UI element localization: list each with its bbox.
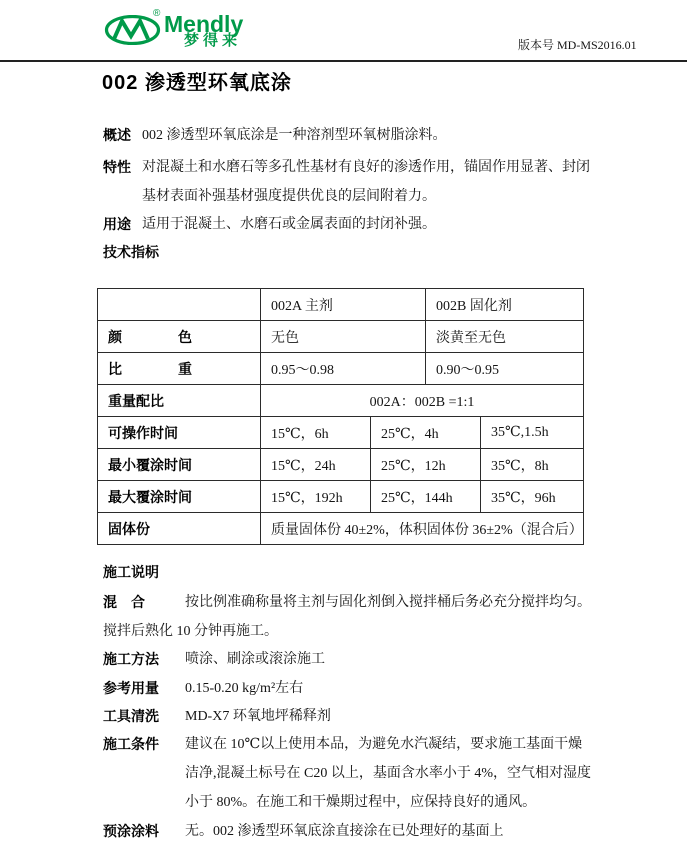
- features-line2: 基材表面补强基材强度提供优良的层间附着力。: [142, 189, 436, 204]
- gravity-b: 0.90～0.95: [426, 353, 584, 385]
- pot-life-label: 可操作时间: [98, 417, 261, 449]
- table-row-max-recoat: [98, 481, 584, 513]
- color-label: 颜 色: [98, 321, 261, 353]
- overview-paragraph: [103, 121, 447, 150]
- precoat-text: 无。002 渗透型环氧底涂直接涂在已处理好的基面上: [185, 824, 504, 839]
- cleaning-text: MD-X7 环氧地坪稀释剂: [185, 709, 331, 724]
- dosage-paragraph: [103, 674, 303, 703]
- ratio-value: 002A：002B =1:1: [261, 385, 584, 417]
- method-label: 施工方法: [103, 651, 159, 667]
- conditions-paragraph: [103, 730, 591, 817]
- registered-trademark: ®: [153, 8, 161, 19]
- cleaning-paragraph: [103, 702, 331, 731]
- dosage-label: 参考用量: [103, 680, 159, 696]
- min-recoat-35: 35℃，8h: [481, 449, 584, 481]
- version-number: 版本号 MD-MS2016.01: [518, 38, 637, 52]
- color-b: 淡黄至无色: [426, 321, 584, 353]
- max-recoat-35: 35℃，96h: [481, 481, 584, 513]
- max-recoat-15: 15℃，192h: [261, 481, 371, 513]
- brand-name: Mendly: [164, 11, 244, 37]
- table-row-color: [98, 321, 584, 353]
- overview-label: 概述: [103, 127, 131, 143]
- mixing-label: 混 合: [103, 594, 145, 610]
- overview-text: 002 渗透型环氧底涂是一种溶剂型环氧树脂涂料。: [142, 128, 447, 143]
- usage-paragraph: [103, 210, 436, 239]
- brand-logo: [104, 8, 324, 60]
- ratio-label: 重量配比: [98, 385, 261, 417]
- table-row-solids: [98, 513, 584, 545]
- table-row-min-recoat: [98, 449, 584, 481]
- solids-label: 固体份: [98, 513, 261, 545]
- tech-spec-heading: 技术指标: [103, 244, 159, 260]
- color-a: 无色: [261, 321, 426, 353]
- cleaning-label: 工具清洗: [103, 708, 159, 724]
- method-paragraph: [103, 645, 325, 674]
- mixing-text: 按比例准确称量将主剂与固化剂倒入搅拌桶后务必充分搅拌均匀。: [185, 595, 591, 610]
- max-recoat-label: 最大覆涂时间: [98, 481, 261, 513]
- table-row-pot-life: [98, 417, 584, 449]
- features-label: 特性: [103, 159, 131, 175]
- min-recoat-25: 25℃，12h: [371, 449, 481, 481]
- table-row-gravity: [98, 353, 584, 385]
- conditions-line3: 小于 80%。在施工和干燥期过程中，应保持良好的通风。: [185, 795, 537, 810]
- precoat-paragraph: [103, 817, 504, 846]
- spec-table: [97, 288, 584, 545]
- mendly-logo-icon: [104, 15, 161, 45]
- spec-empty-cell: [98, 289, 261, 321]
- dosage-text: 0.15-0.20 kg/m²左右: [185, 681, 304, 696]
- gravity-a: 0.95～0.98: [261, 353, 426, 385]
- solids-value: 质量固体份 40±2%，体积固体份 36±2%（混合后）: [261, 513, 584, 545]
- conditions-line2: 洁净,混凝土标号在 C20 以上，基面含水率小于 4%，空气相对湿度: [185, 766, 591, 781]
- spec-col-a-header: 002A 主剂: [261, 289, 426, 321]
- mixing-paragraph: [103, 588, 591, 617]
- table-row-header: [98, 289, 584, 321]
- method-text: 喷涂、刷涂或滚涂施工: [185, 652, 325, 667]
- brand-name-chinese: 梦得来: [184, 32, 242, 49]
- pot-life-15: 15℃，6h: [261, 417, 371, 449]
- pot-life-25: 25℃，4h: [371, 417, 481, 449]
- gravity-label: 比 重: [98, 353, 261, 385]
- header-divider: [0, 60, 687, 62]
- features-paragraph: [103, 153, 590, 211]
- usage-text: 适用于混凝土、水磨石或金属表面的封闭补强。: [142, 217, 436, 232]
- construction-heading: 施工说明: [103, 564, 159, 580]
- max-recoat-25: 25℃，144h: [371, 481, 481, 513]
- min-recoat-label: 最小覆涂时间: [98, 449, 261, 481]
- conditions-label: 施工条件: [103, 736, 159, 752]
- mixing-continuation: 搅拌后熟化 10 分钟再施工。: [103, 624, 278, 639]
- conditions-line1: 建议在 10℃以上使用本品，为避免水汽凝结，要求施工基面干燥: [185, 737, 583, 752]
- usage-label: 用途: [103, 216, 131, 232]
- spec-col-b-header: 002B 固化剂: [426, 289, 584, 321]
- features-line1: 对混凝土和水磨石等多孔性基材有良好的渗透作用，锚固作用显著、封闭: [142, 160, 590, 175]
- precoat-label: 预涂涂料: [103, 823, 159, 839]
- table-row-ratio: [98, 385, 584, 417]
- page-title: 002 渗透型环氧底涂: [102, 72, 292, 94]
- min-recoat-15: 15℃，24h: [261, 449, 371, 481]
- pot-life-35: 35℃,1.5h: [481, 417, 584, 449]
